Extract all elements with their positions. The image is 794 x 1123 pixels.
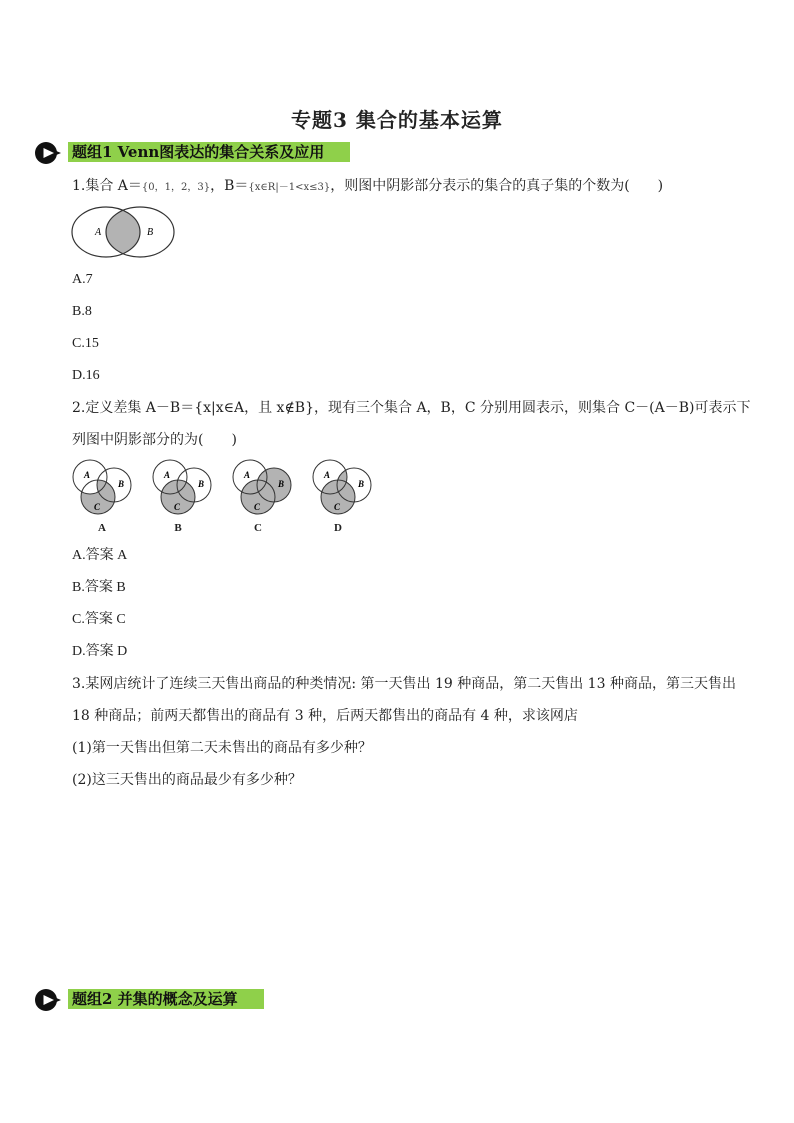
q2-line-2: 列图中阴影部分的为( ) <box>72 432 237 448</box>
venn-figure-c <box>233 460 291 514</box>
venn-figure-d <box>313 460 371 514</box>
figure-caption-d: D <box>334 522 342 534</box>
svg-text:C: C <box>254 502 261 512</box>
q2-option-d: D.答案 D <box>72 644 128 659</box>
q1-set-a: {0，1，2，3} <box>141 182 211 193</box>
svg-text:A: A <box>324 470 331 480</box>
question-1 <box>72 176 663 198</box>
venn-label-b: B <box>147 227 154 238</box>
q3-line-2: 18 种商品；前两天都售出的商品有 3 种，后两天都售出的商品有 4 种，求该网店 <box>72 708 578 724</box>
svg-text:B: B <box>358 479 365 489</box>
q1-text-b: ，B＝ <box>210 178 249 194</box>
figure-caption-c: C <box>254 522 262 534</box>
q2-option-a: A.答案 A <box>72 548 128 563</box>
play-arrow-icon <box>34 141 64 165</box>
svg-text:B: B <box>198 479 205 489</box>
q2-option-b: B.答案 B <box>72 580 126 595</box>
q3-sub-2: (2)这三天售出的商品最少有多少种？ <box>72 772 302 788</box>
svg-text:C: C <box>334 502 341 512</box>
venn-figure-a <box>70 457 140 521</box>
svg-text:A: A <box>244 470 251 480</box>
q2-option-c: C.答案 C <box>72 612 126 627</box>
svg-text:A: A <box>84 470 91 480</box>
play-arrow-icon <box>34 988 64 1012</box>
q1-text-c: ，则图中阴影部分表示的集合的真子集的个数为( ) <box>330 178 664 194</box>
venn-figures-three-sets <box>70 457 380 521</box>
venn-figure-b <box>153 460 211 514</box>
svg-text:C: C <box>174 502 181 512</box>
q1-set-b: {x∈R|－1<x≤3} <box>248 182 331 193</box>
svg-text:A: A <box>164 470 171 480</box>
svg-text:B: B <box>118 479 125 489</box>
page-title: 专题3 集合的基本运算 <box>291 108 503 132</box>
q1-text-a: 1.集合 A＝ <box>72 178 142 194</box>
figure-caption-b: B <box>174 522 182 534</box>
q1-option-d: D.16 <box>72 368 100 383</box>
section-label-2: 题组2 并集的概念及运算 <box>68 989 264 1009</box>
q1-option-a: A.7 <box>72 272 93 287</box>
q1-option-b: B.8 <box>72 304 92 319</box>
q2-line-1: 2.定义差集 A－B＝{x|x∈A，且 x∉B}，现有三个集合 A，B，C 分别用圆表示，则集合 C－(A－B)可表示下 <box>72 400 751 416</box>
q3-line-1: 3.某网店统计了连续三天售出商品的种类情况: 第一天售出 19 种商品，第二天售出 13 种商品，第三天售出 <box>72 676 736 692</box>
svg-text:B: B <box>278 479 285 489</box>
venn-diagram-two-sets <box>70 205 180 261</box>
q1-option-c: C.15 <box>72 336 99 351</box>
section-label-1: 题组1 Venn图表达的集合关系及应用 <box>68 142 350 162</box>
figure-caption-a: A <box>98 522 106 534</box>
venn-label-a: A <box>95 227 102 238</box>
svg-text:C: C <box>94 502 101 512</box>
q3-sub-1: (1)第一天售出但第二天未售出的商品有多少种？ <box>72 740 372 756</box>
